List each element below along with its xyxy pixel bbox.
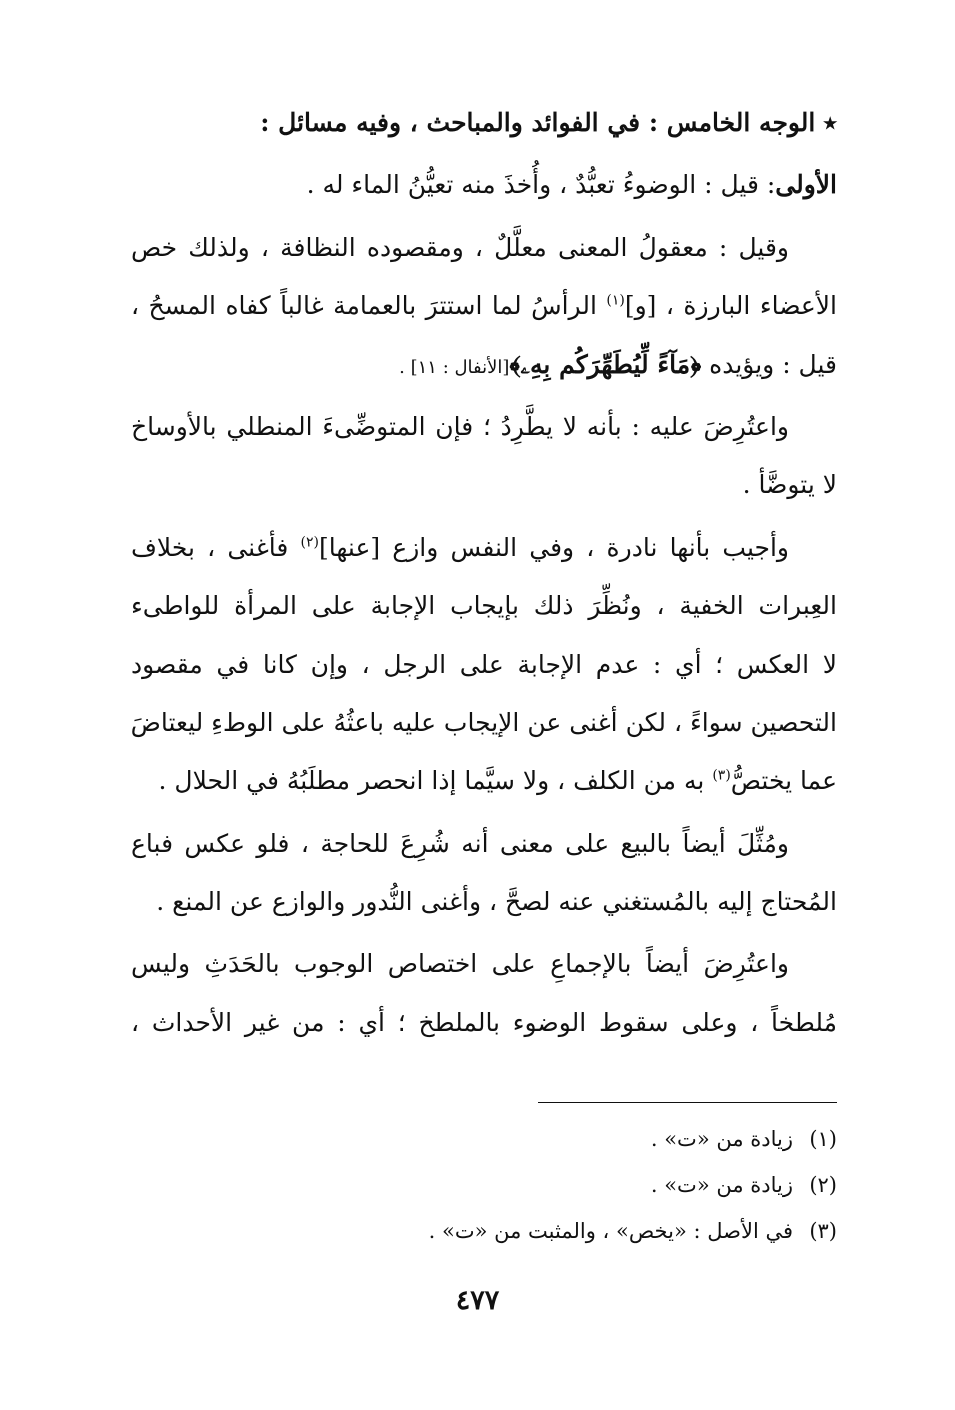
- paragraph-4-line-5: [131, 752, 837, 810]
- text-segment: فأغنى ، بخلاف: [131, 532, 301, 562]
- page-number: ٤٧٧: [455, 1285, 500, 1316]
- text-line: : قيل : الوضوءُ تعبُّدٌ ، وأُخذَ منه تعيُّنُ الماء له .: [306, 170, 776, 200]
- footnote-number: (٣): [809, 1219, 837, 1243]
- text-segment: عما يختصُّ: [730, 766, 837, 796]
- question-label: الأولى: [775, 170, 837, 200]
- footnote-number: (١): [809, 1127, 837, 1151]
- text-segment: قيل : ويؤيده: [701, 349, 837, 379]
- footnote-text: زيادة من «ت» .: [650, 1173, 793, 1197]
- text-segment: وأجيب بأنها نادرة ، وفي النفس وازع [عنها]: [319, 532, 789, 562]
- text-segment: به من الكلف ، ولا سيَّما إذا انحصر مطلَبُهُ في الحلال .: [158, 766, 713, 796]
- footnote-2: [131, 1162, 837, 1208]
- paragraph-6-line-2: مُلطخاً ، وعلى سقوط الوضوء بالملطخ ؛ أي : من غير الأحداث ،: [131, 1007, 837, 1037]
- paragraph-3-line-2: لا يتوضَّأ .: [742, 470, 837, 500]
- paragraph-1: [131, 156, 837, 214]
- footnotes: [131, 1116, 837, 1254]
- footnote-3: [131, 1208, 837, 1254]
- footnote-ref-1: (١): [606, 292, 625, 309]
- text-segment: الأعضاء البارزة ، [و]: [624, 291, 838, 321]
- paragraph-5-line-2: المُحتاج إليه بالمُستغني عنه لصحَّ ، وأغنى النُّدور والوازع عن المنع .: [156, 887, 837, 917]
- paragraph-4-line-2: العِبرات الخفية ، ونُظِّرَ ذلك بإيجاب الإجابة على المرأة للواطىء: [131, 591, 837, 621]
- footnote-text: زيادة من «ت» .: [650, 1127, 793, 1151]
- paragraph-3-line-1: واعتُرِضَ عليه : بأنه لا يطَّرِدُ ؛ فإن المتوضِّىءَ المنطلي بالأوساخ: [131, 411, 789, 441]
- text-segment: الرأسُ لما استترَ بالعمامة غالباً كفاه المسحُ ،: [131, 291, 607, 321]
- footnote-text: في الأصل : «يخص» ، والمثبت من «ت» .: [428, 1219, 793, 1243]
- paragraph-6-line-1: واعتُرِضَ أيضاً بالإجماعِ على اختصاص الوجوب بالحَدَثِ وليس: [131, 949, 789, 979]
- paragraph-2-line-3: [131, 336, 837, 394]
- paragraph-2-line-2: [131, 277, 837, 335]
- footnote-number: (٢): [809, 1173, 837, 1197]
- paragraph-4-line-1: [131, 519, 837, 577]
- paragraph-4-line-3: لا العكس ؛ أي : عدم الإجابة على الرجل ، وإن كانا في مقصود: [131, 649, 837, 679]
- heading-text: الوجه الخامس : في الفوائد والمباحث ، وفيه مسائل :: [260, 108, 816, 137]
- paragraph-5-line-1: ومُثِّلَ أيضاً بالبيع على معنى أنه شُرِعَ للحاجة ، فلو عكس فباع: [131, 828, 790, 858]
- section-heading: [131, 94, 837, 152]
- main-text: [131, 94, 837, 1052]
- footnote-1: [131, 1116, 837, 1162]
- footnote-ref-2: (٢): [300, 534, 319, 551]
- paragraph-2-line-1: وقيل : معقولُ المعنى معلَّلٌ ، ومقصوده النظافة ، ولذلك خص: [131, 232, 789, 262]
- paragraph-4-line-4: التحصين سواءً ، لكن أغنى عن الإيجاب عليه باعثُهُ على الوطءِ ليعتاضَ: [130, 707, 837, 737]
- asterisk-marker: ٭: [823, 108, 837, 137]
- footnote-ref-3: (٣): [712, 767, 731, 784]
- quran-quote: ﴿مَآءً لِّيُطَهِّرَكُم بِهِۦ﴾: [509, 349, 702, 379]
- footnote-separator: [538, 1102, 837, 1103]
- quran-citation: [الأنفال : ١١] .: [399, 356, 510, 378]
